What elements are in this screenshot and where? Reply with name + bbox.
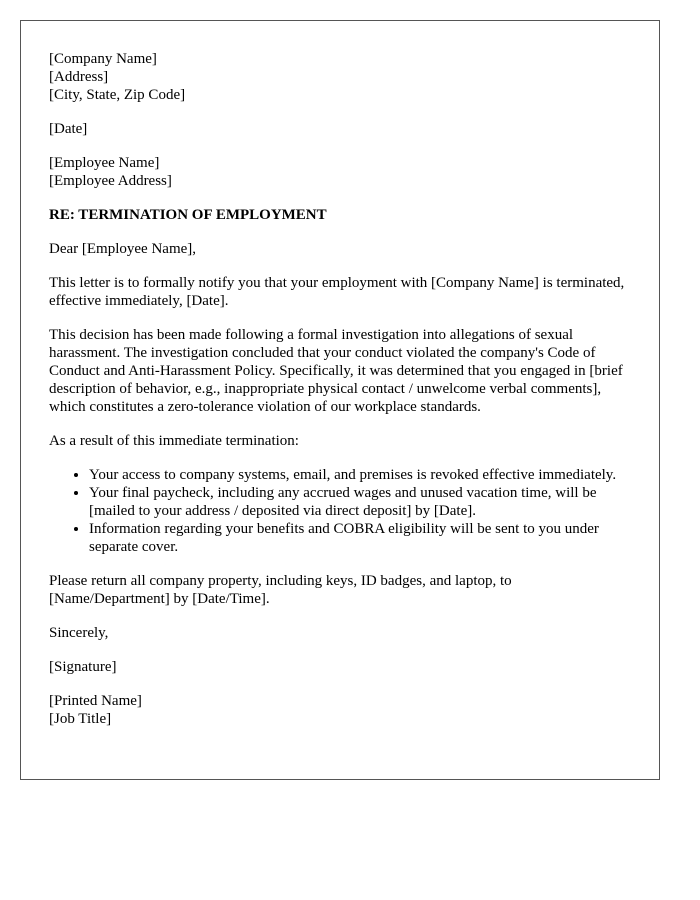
- signature-placeholder: [Signature]: [49, 659, 117, 675]
- signer-block: [49, 692, 631, 728]
- date-text: [Date]: [49, 121, 88, 137]
- return-property-paragraph: Please return all company property, including keys, ID badges, and laptop, to [Name/Department] by [Date/Time].: [49, 573, 512, 607]
- employee-name: [Employee Name]: [49, 155, 160, 171]
- job-title: [Job Title]: [49, 711, 112, 727]
- reason-paragraph: This decision has been made following a formal investigation into allegations of sexual harassment. The investigation concluded that your conduct violated the company's Code of Conduct and Anti-Harassment Policy. Specifically, it was determined that you engaged in [brief description of behavior, e.g., inappropriate physical contact / unwelcome verbal comments], which constitutes a zero-tolerance violation of our workplace standards.: [49, 327, 623, 415]
- closing: Sincerely,: [49, 625, 109, 641]
- printed-name: [Printed Name]: [49, 693, 142, 709]
- company-name: [Company Name]: [49, 51, 157, 67]
- letter-date: [49, 120, 631, 138]
- list-item: • Your final paycheck, including any accrued wages and unused vacation time, will be [mailed to your address / deposited via direct deposit] by [Date].: [89, 484, 631, 520]
- subject-line: RE: TERMINATION OF EMPLOYMENT: [49, 207, 327, 223]
- consequences-list: [49, 466, 631, 556]
- termination-letter: [20, 20, 660, 780]
- notice-paragraph: This letter is to formally notify you that your employment with [Company Name] is terminated, effective immediately, [Date].: [49, 275, 625, 309]
- list-item: • Your access to company systems, email, and premises is revoked effective immediately.: [89, 466, 631, 484]
- list-item: • Information regarding your benefits and COBRA eligibility will be sent to you under separate cover.: [89, 520, 631, 556]
- company-city-state-zip: [City, State, Zip Code]: [49, 87, 186, 103]
- company-address-block: [49, 50, 631, 104]
- company-address: [Address]: [49, 69, 109, 85]
- result-intro-paragraph: As a result of this immediate termination:: [49, 433, 299, 449]
- employee-address: [Employee Address]: [49, 173, 172, 189]
- employee-address-block: [49, 154, 631, 190]
- salutation: Dear [Employee Name],: [49, 241, 197, 257]
